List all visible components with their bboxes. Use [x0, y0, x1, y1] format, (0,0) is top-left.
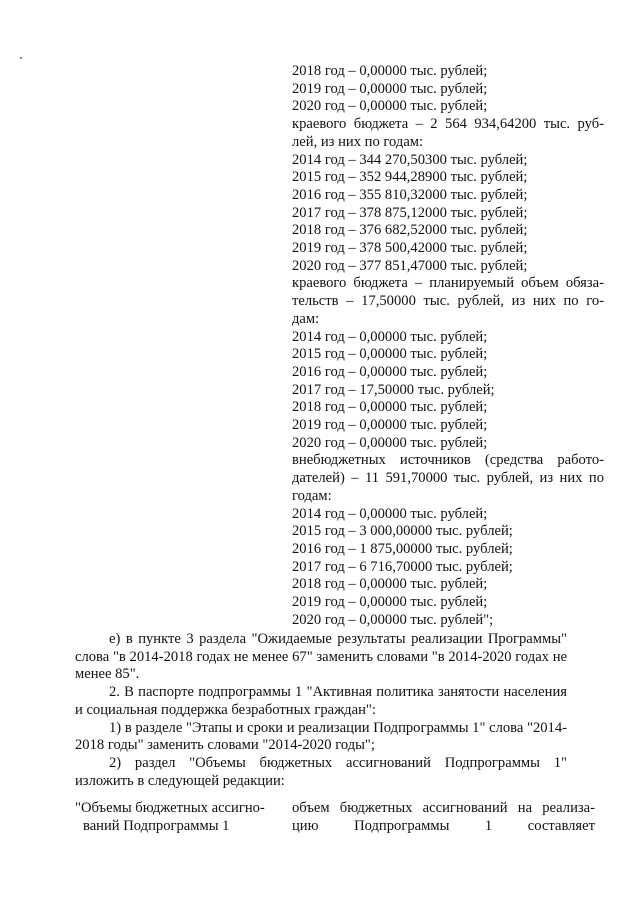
- year-line: 2020 год – 0,00000 тыс. рублей";: [292, 611, 494, 628]
- extrabudgetary-intro: дателей) – 11 591,70000 тыс. рублей, из них по: [292, 470, 604, 487]
- year-line: 2018 год – 376 682,52000 тыс. рублей;: [292, 222, 528, 239]
- table-left-line: "Объемы бюджетных ассигно-: [75, 800, 265, 816]
- extrabudgetary-intro: годам:: [292, 487, 332, 504]
- year-line: 2017 год – 378 875,12000 тыс. рублей;: [292, 204, 528, 221]
- year-line: 2018 год – 0,00000 тыс. рублей;: [292, 63, 488, 79]
- year-line: 2019 год – 0,00000 тыс. рублей;: [292, 80, 488, 97]
- krai-budget-intro: краевого бюджета – 2 564 934,64200 тыс. руб-: [292, 116, 604, 133]
- year-line: 2020 год – 0,00000 тыс. рублей;: [292, 98, 488, 115]
- obligations-intro: тельств – 17,50000 тыс. рублей, из них по го-: [292, 293, 604, 310]
- paragraph-2: 2. В паспорте подпрограммы 1 "Активная политика занятости населения и социальная поддержка безработных граждан":: [75, 684, 567, 718]
- year-line: 2015 год – 3 000,00000 тыс. рублей;: [292, 523, 513, 540]
- year-line: 2018 год – 0,00000 тыс. рублей;: [292, 576, 488, 593]
- year-line: 2020 год – 0,00000 тыс. рублей;: [292, 434, 488, 451]
- table-left-cell: [75, 800, 285, 835]
- year-line: 2018 год – 0,00000 тыс. рублей;: [292, 399, 488, 416]
- scan-speck: [20, 57, 22, 59]
- year-line: 2014 год – 0,00000 тыс. рублей;: [292, 328, 488, 345]
- krai-budget-intro: лей, из них по годам:: [292, 133, 424, 150]
- extrabudgetary-intro: внебюджетных источников (средства работо-: [292, 452, 604, 469]
- table-right-line: объем бюджетных ассигнований на реализа-: [292, 800, 595, 816]
- year-line: 2017 год – 6 716,70000 тыс. рублей;: [292, 558, 513, 575]
- year-line: 2016 год – 355 810,32000 тыс. рублей;: [292, 186, 528, 203]
- year-line: 2014 год – 0,00000 тыс. рублей;: [292, 505, 488, 522]
- year-line: 2019 год – 0,00000 тыс. рублей;: [292, 417, 488, 434]
- year-line: 2017 год – 17,50000 тыс. рублей;: [292, 381, 495, 398]
- year-line: 2019 год – 378 500,42000 тыс. рублей;: [292, 240, 528, 257]
- table-left-line: ваний Подпрограммы 1: [83, 817, 230, 834]
- year-line: 2016 год – 1 875,00000 тыс. рублей;: [292, 540, 513, 557]
- funding-column: [292, 63, 604, 630]
- paragraph-2-2: 2) раздел "Объемы бюджетных ассигнований Подпрограммы 1" изложить в следующей редакции:: [75, 754, 567, 789]
- paragraph-e: е) в пункте 3 раздела "Ожидаемые результаты реализации Программы" слова "в 2014-2018 годах не менее 67" заменить словами "в 2014-2020 годах не менее 85".: [75, 631, 567, 683]
- paragraph-2-1: 1) в разделе "Этапы и сроки и реализации Подпрограммы 1" слова "2014-2018 годы" заменить словами "2014-2020 годы";: [75, 719, 567, 754]
- year-line: 2014 год – 344 270,50300 тыс. рублей;: [292, 151, 528, 168]
- year-line: 2020 год – 377 851,47000 тыс. рублей;: [292, 257, 528, 274]
- obligations-intro: дам:: [292, 310, 320, 327]
- year-line: 2015 год – 0,00000 тыс. рублей;: [292, 346, 488, 363]
- body-paragraphs: [75, 631, 567, 790]
- table-right-line: цию Подпрограммы 1 составляет: [292, 817, 595, 834]
- year-line: 2019 год – 0,00000 тыс. рублей;: [292, 594, 488, 611]
- table-right-cell: [292, 800, 595, 835]
- year-line: 2016 год – 0,00000 тыс. рублей;: [292, 363, 488, 380]
- year-line: 2015 год – 352 944,28900 тыс. рублей;: [292, 169, 528, 186]
- obligations-intro: краевого бюджета – планируемый объем обяза-: [292, 275, 604, 292]
